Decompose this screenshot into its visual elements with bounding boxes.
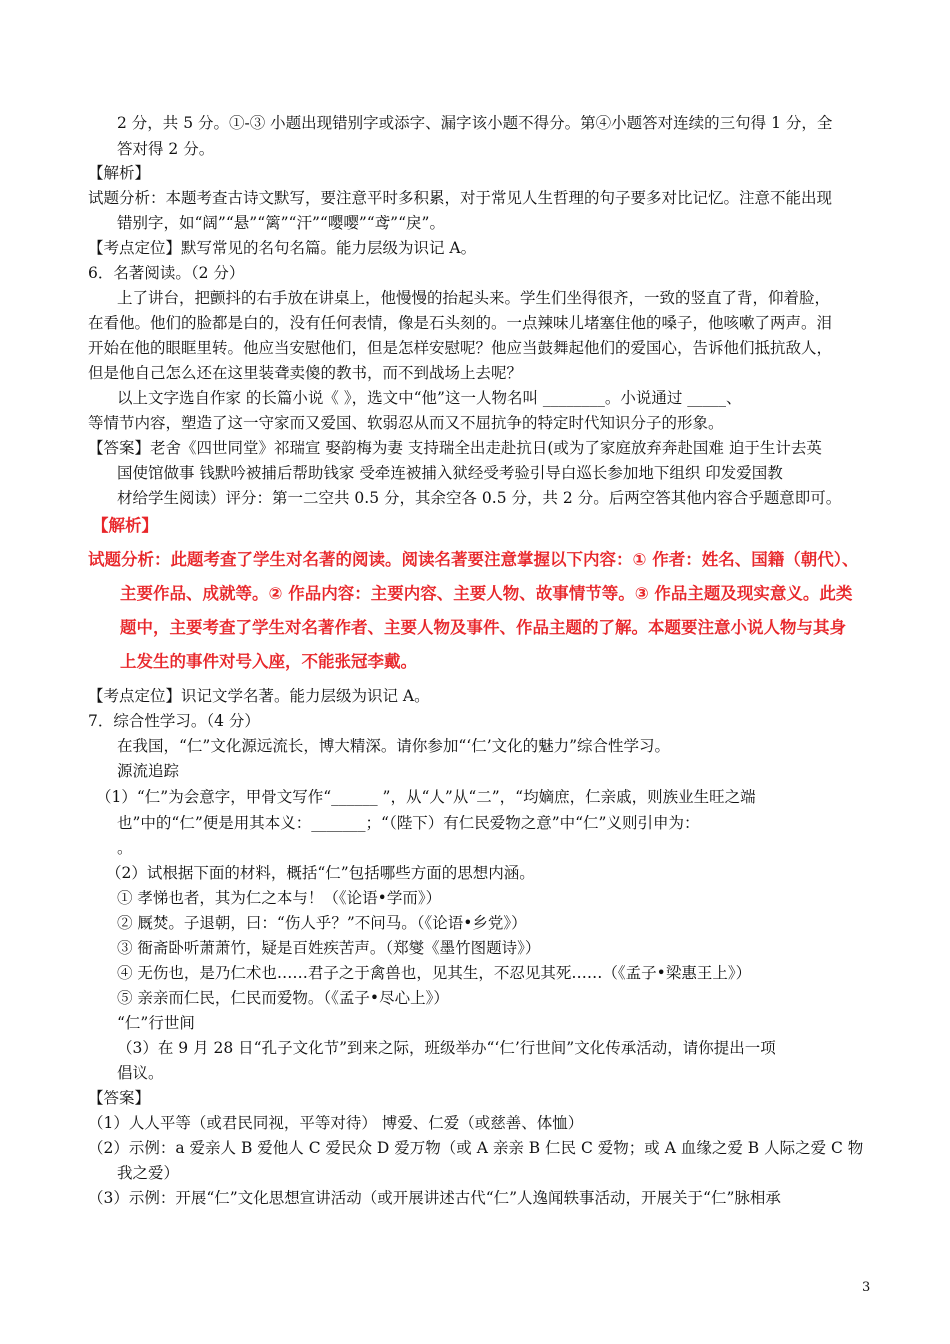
red-text-line: 上发生的事件对号入座，不能张冠李戴。	[120, 652, 417, 671]
text-line: ① 孝悌也者，其为仁之本与！（《论语•学而》）	[117, 889, 442, 907]
text-line: 我之爱）	[117, 1164, 180, 1182]
text-line: “仁”行世间	[117, 1014, 195, 1032]
text-line: 【考点定位】识记文学名著。能力层级为识记 A。	[88, 687, 430, 705]
red-text-line: 试题分析：此题考查了学生对名著的阅读。阅读名著要注意掌握以下内容：① 作者：姓名、国籍（朝代）、	[88, 550, 859, 569]
text-line: （2）试根据下面的材料，概括“仁”包括哪些方面的思想内涵。	[106, 864, 535, 882]
text-line: （3）在 9 月 28 日“孔子文化节”到来之际，班级举办“‘仁’行世间”文化传承活动，请你提出一项	[117, 1039, 776, 1057]
text-line: 在看他。他们的脸都是白的，没有任何表情，像是石头刻的。一点辣味儿堵塞住他的嗓子，他咳嗽了两声。泪	[88, 314, 833, 332]
text-line: 源流追踪	[117, 762, 180, 780]
text-line: ③ 衙斋卧听萧萧竹，疑是百姓疾苦声。（郑燮《墨竹图题诗》）	[117, 939, 541, 957]
text-line: 【答案】老舍《四世同堂》祁瑞宣 娶韵梅为妻 支持瑞全出走赴抗日(或为了家庭放弃奔赴国难 迫于生计去英	[88, 439, 822, 457]
text-line: 2 分，共 5 分。①-③ 小题出现错别字或添字、漏字该小题不得分。第④小题答对连续的三句得 1 分，全	[117, 114, 833, 132]
red-text-line: 题中，主要考查了学生对名著作者、主要人物及事件、作品主题的了解。本题要注意小说人物与其身	[120, 618, 846, 637]
text-line: 以上文字选自作家 的长篇小说《 》，选文中“他”这一人物名叫 ________。小说通过 _____、	[117, 389, 742, 407]
text-line: ⑤ 亲亲而仁民，仁民而爱物。（《孟子•尽心上》）	[117, 989, 449, 1007]
section-heading: 【解析】	[88, 164, 151, 182]
question-heading: 6．名著阅读。（2 分）	[88, 264, 245, 282]
question-heading: 7．综合性学习。（4 分）	[88, 712, 260, 730]
text-line: （1）人人平等（或君民同视，平等对待） 博爱、仁爱（或慈善、体恤）	[88, 1114, 584, 1132]
red-text-line: 主要作品、成就等。② 作品内容：主要内容、主要人物、故事情节等。③ 作品主题及现实意义。此类	[120, 584, 853, 603]
text-line: 在我国，“仁”文化源远流长，博大精深。请你参加“‘仁’文化的魅力”综合性学习。	[117, 737, 671, 755]
text-line: 也”中的“仁”便是用其本义：_______；“（陛下）有仁民爱物之意”中“仁”义则引申为：	[117, 814, 700, 832]
analysis-heading-red: 【解析】	[92, 516, 158, 535]
text-line: 开始在他的眼眶里转。他应当安慰他们，但是怎样安慰呢？他应当鼓舞起他们的爱国心，告诉他们抵抗敌人，	[88, 339, 833, 357]
text-line: 材给学生阅读）评分：第一二空共 0.5 分，其余空各 0.5 分，共 2 分。后两空答其他内容合乎题意即可。	[117, 489, 842, 507]
text-line: （3）示例：开展“仁”文化思想宣讲活动（或开展讲述古代“仁”人逸闻轶事活动，开展关于“仁”脉相承	[88, 1189, 781, 1207]
text-line: 错别字，如“阔”“悬”“篱”“汗”“嘤嘤”“鸢”“戾”。	[117, 214, 445, 232]
text-line: （1）“仁”为会意字，甲骨文写作“______ ”，从“人”从“二”，“均嫡庶，仁亲戚，则族业生旺之端	[96, 788, 756, 806]
text-line: 倡议。	[117, 1064, 164, 1082]
text-line: 答对得 2 分。	[117, 140, 215, 158]
page-number: 3	[862, 1280, 871, 1295]
text-line: ④ 无伤也，是乃仁术也……君子之于禽兽也，见其生，不忍见其死……（《孟子•梁惠王上》）	[117, 964, 752, 982]
text-line: 但是他自己怎么还在这里装聋卖傻的教书，而不到战场上去呢？	[88, 364, 523, 382]
text-line: 等情节内容，塑造了这一守家而又爱国、软弱忍从而又不屈抗争的特定时代知识分子的形象。	[88, 414, 724, 432]
text-line: 上了讲台，把颤抖的右手放在讲桌上，他慢慢的抬起头来。学生们坐得很齐，一致的竖直了背，仰着脸，	[117, 289, 831, 307]
text-line: 。	[117, 839, 133, 857]
text-line: ② 厩焚。子退朝，曰：“伤人乎？”不问马。（《论语•乡党》）	[117, 914, 527, 932]
text-line: 试题分析：本题考查古诗文默写，要注意平时多积累，对于常见人生哲理的句子要多对比记忆。注意不能出现	[88, 189, 833, 207]
section-heading: 【答案】	[88, 1089, 151, 1107]
text-line: 【考点定位】默写常见的名句名篇。能力层级为识记 A。	[88, 239, 477, 257]
text-line: （2）示例：a 爱亲人 B 爱他人 C 爱民众 D 爱万物（或 A 亲亲 B 仁民 C 爱物；或 A 血缘之爱 B 人际之爱 C 物	[88, 1139, 864, 1157]
text-line: 国使馆做事 钱默吟被捕后帮助钱家 受牵连被捕入狱经受考验引导白巡长参加地下组织 印发爱国教	[117, 464, 783, 482]
